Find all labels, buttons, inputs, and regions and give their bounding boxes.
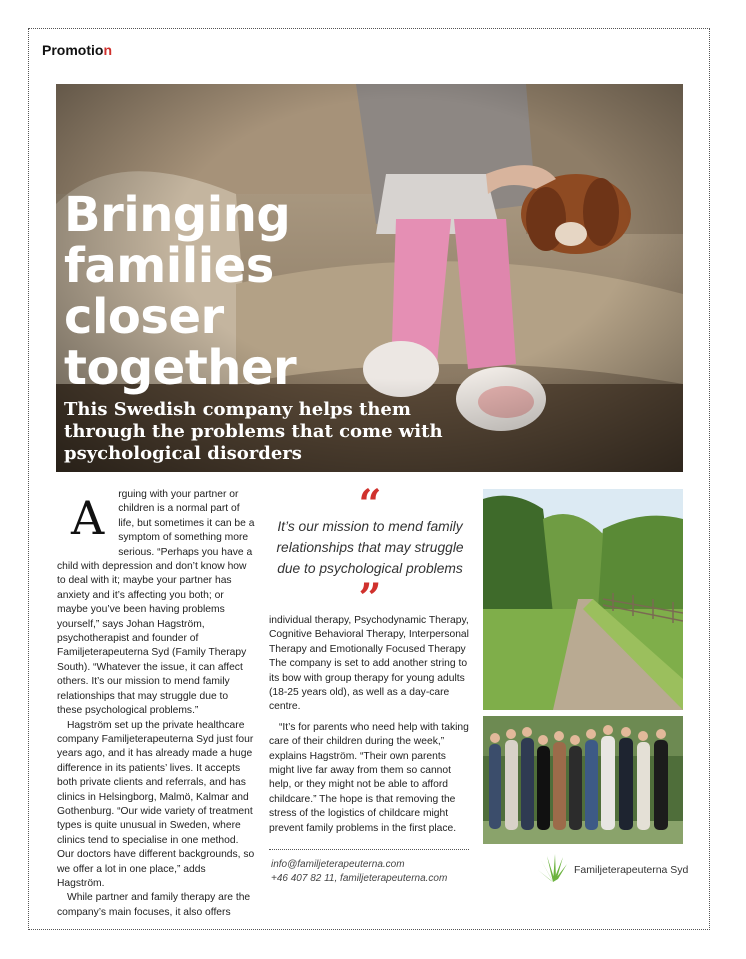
- team-photo: [483, 716, 683, 844]
- article-paragraph-4: individual therapy, Psychodynamic Therapy, Cognitive Behavioral Therapy, Interpersonal Therapy and Emotionally Focused Therapy The company is set to add another string to its bow with group therapy for young adults (18-25 years old), as well as a day-care centre.: [269, 615, 469, 713]
- article-paragraph-3: While partner and family therapy are the company’s main focuses, it also offers: [57, 892, 251, 918]
- brand-name: Familjeterapeuterna Syd: [574, 864, 689, 876]
- contact-divider: [269, 849, 469, 850]
- section-label: Promotion: [42, 42, 113, 58]
- leaf-logo-icon: [538, 854, 568, 884]
- article-column-middle: [269, 614, 469, 836]
- pull-quote: It’s our mission to mend family relationships that may struggle due to psychological problems: [276, 519, 464, 576]
- contact-info: [271, 858, 501, 886]
- close-quote-mark: ”: [358, 575, 382, 622]
- article-column-left: [57, 488, 255, 920]
- subheadline: This Swedish company helps them through the problems that come with psychological disorders: [64, 399, 443, 464]
- article-paragraph-5: “It’s for parents who need help with taking care of their children during the week,” explains Hagström. “Their own parents might live far away from them so cannot help, or they might not be able to afford childcare.” The hope is that removing the stress of the logistics of childcare might prevent family problems in the first place.: [269, 721, 469, 834]
- headline: Bringing families closer together: [64, 187, 297, 396]
- brand-logo: [538, 854, 698, 884]
- article-paragraph-2: Hagström set up the private healthcare company Familjeterapeuterna Syd just four years ago, and it has already made a huge difference in its patients’ lives. It accepts both private clients and referrals, and has clinics in Helsingborg, Malmö, Kalmar and Gothenburg. “Our wide variety of treatment types is quite unusual in Sweden, where clinics tend to specialise in one method. Our doctors have different backgrounds, so we offer a lot in one place,” adds Hagström.: [57, 719, 255, 889]
- forest-road-photo: [483, 489, 683, 710]
- drop-cap: A: [71, 491, 105, 545]
- open-quote-mark: “: [358, 481, 382, 528]
- article-paragraph-1: rguing with your partner or children is a normal part of life, but sometimes it can be a symptom of something more serious. “Perhaps you have a child with depression and don’t know how to deal with it; maybe your partner has anxiety and it’s affecting you both; or maybe you’ve been having problems yourself,” says Johan Hagström, psychotherapist and founder of Familjeterapeuterna Syd (Family Therapy South). “Whatever the issue, it can affect others. It’s our mission to mend family relationships that may struggle due to these psychological problems.”: [57, 489, 255, 717]
- contact-phone-web[interactable]: +46 407 82 11, familjeterapeuterna.com: [271, 873, 448, 884]
- contact-email[interactable]: info@familjeterapeuterna.com: [271, 859, 405, 870]
